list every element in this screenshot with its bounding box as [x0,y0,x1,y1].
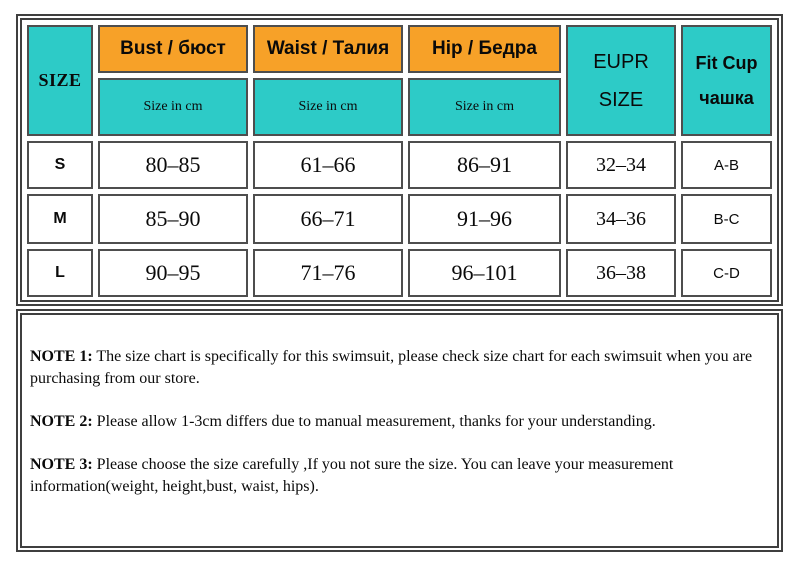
header-row-main [27,25,772,73]
fit-cup-header-line2: чашка [699,87,754,108]
note-2-text: Please allow 1-3cm differs due to manual measurement, thanks for your understanding. [92,412,656,430]
note-1-text: The size chart is specifically for this swimsuit, please check size chart for each swimsuit when you are purchasing from our store. [30,348,753,387]
eupr-value: 32–34 [566,141,676,189]
fit-cup-value: B-C [681,194,772,244]
fit-cup-value: C-D [681,249,772,297]
note-1 [30,346,767,390]
fit-cup-value: A-B [681,141,772,189]
note-3-label: NOTE 3: [30,455,93,473]
size-cell: L [27,249,93,297]
hip-value: 96–101 [408,249,561,297]
note-1-label: NOTE 1: [30,348,93,365]
eupr-header-line2: SIZE [598,88,644,111]
note-3 [30,454,767,498]
waist-unit-label: Size in cm [253,78,403,136]
eupr-size-header [566,25,676,136]
size-column-header: SIZE [27,25,93,136]
size-row-m [27,194,772,244]
hip-value: 91–96 [408,194,561,244]
hip-header: Hip / Бедра [408,25,561,73]
bust-header: Bust / бюст [98,25,248,73]
size-row-l [27,249,772,297]
waist-value: 61–66 [253,141,403,189]
hip-unit-label: Size in cm [408,78,561,136]
hip-value: 86–91 [408,141,561,189]
size-chart-table-frame [16,14,783,306]
notes-box [16,309,783,552]
fit-cup-header [681,25,772,136]
size-chart-table [22,20,777,302]
eupr-header-line1: EUPR [593,50,649,73]
bust-unit-label: Size in cm [98,78,248,136]
size-cell: M [27,194,93,244]
waist-header: Waist / Талия [253,25,403,73]
waist-value: 66–71 [253,194,403,244]
bust-value: 90–95 [98,249,248,297]
waist-value: 71–76 [253,249,403,297]
fit-cup-header-line1: Fit Cup [695,53,758,74]
note-2 [30,411,767,433]
note-3-text: Please choose the size carefully ,If you not sure the size. You can leave your measurement information(weight, height,bust, waist, hips). [30,455,674,495]
bust-value: 80–85 [98,141,248,189]
eupr-value: 34–36 [566,194,676,244]
eupr-value: 36–38 [566,249,676,297]
size-cell: S [27,141,93,189]
size-row-s [27,141,772,189]
bust-value: 85–90 [98,194,248,244]
note-2-label: NOTE 2: [30,412,93,430]
